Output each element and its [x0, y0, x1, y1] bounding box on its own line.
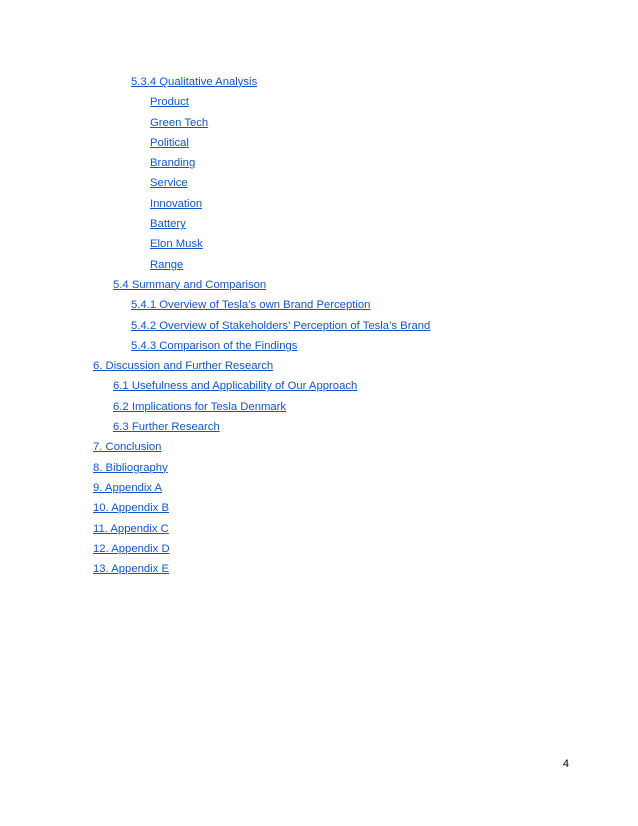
- toc-link-5-3-4[interactable]: 5.3.4 Qualitative Analysis: [131, 76, 258, 88]
- page-number: 4: [562, 758, 569, 770]
- toc-link-battery[interactable]: Battery: [150, 218, 186, 231]
- toc-entry-12: [0, 539, 638, 559]
- toc-entry-9: [0, 478, 638, 498]
- toc-entry-5-4-2: [0, 316, 638, 336]
- toc-entry-5-4-3: [0, 336, 638, 356]
- toc-link-11[interactable]: 11. Appendix C: [93, 522, 169, 535]
- toc-link-innovation[interactable]: Innovation: [150, 197, 203, 210]
- toc-entry-10: [0, 498, 638, 518]
- toc-entry-5-4: [0, 275, 638, 295]
- toc-link-elon-musk[interactable]: Elon Musk: [150, 238, 203, 251]
- toc-link-5-4-3[interactable]: 5.4.3 Comparison of the Findings: [131, 339, 298, 352]
- toc-link-13[interactable]: 13. Appendix E: [93, 563, 170, 576]
- toc-link-product[interactable]: Product: [150, 96, 189, 109]
- toc-entry-5-3-4: [0, 72, 638, 92]
- toc-entry-5-4-1: [0, 295, 638, 315]
- toc-link-green-tech[interactable]: Green Tech: [150, 116, 209, 129]
- table-of-contents: [0, 72, 638, 579]
- toc-entry-political: [0, 133, 638, 153]
- toc-link-6-1[interactable]: 6.1 Usefulness and Applicability of Our Approach: [113, 380, 358, 393]
- toc-link-6-2[interactable]: 6.2 Implications for Tesla Denmark: [113, 400, 287, 413]
- toc-entry-range: [0, 255, 638, 275]
- toc-entry-6-1: [0, 376, 638, 396]
- toc-entry-green-tech: [0, 113, 638, 133]
- toc-link-range[interactable]: Range: [150, 258, 184, 271]
- toc-link-5-4-2[interactable]: 5.4.2 Overview of Stakeholders’ Perception of Tesla’s Brand: [131, 319, 431, 332]
- toc-entry-product: [0, 92, 638, 112]
- toc-link-9[interactable]: 9. Appendix A: [93, 481, 163, 494]
- toc-link-7[interactable]: 7. Conclusion: [93, 441, 162, 454]
- toc-entry-battery: [0, 214, 638, 234]
- toc-link-5-4[interactable]: 5.4 Summary and Comparison: [113, 278, 267, 291]
- toc-link-branding[interactable]: Branding: [150, 157, 196, 170]
- toc-entry-6-2: [0, 397, 638, 417]
- toc-entry-11: [0, 519, 638, 539]
- toc-entry-13: [0, 559, 638, 579]
- toc-link-8[interactable]: 8. Bibliography: [93, 461, 168, 474]
- toc-link-6-3[interactable]: 6.3 Further Research: [113, 421, 220, 434]
- toc-entry-6-3: [0, 417, 638, 437]
- toc-entry-elon-musk: [0, 234, 638, 254]
- toc-link-service[interactable]: Service: [150, 177, 188, 190]
- toc-link-10[interactable]: 10. Appendix B: [93, 502, 170, 515]
- toc-entry-7: [0, 437, 638, 457]
- toc-link-5-4-1[interactable]: 5.4.1 Overview of Tesla’s own Brand Perception: [131, 299, 371, 312]
- toc-link-6[interactable]: 6. Discussion and Further Research: [93, 360, 274, 373]
- toc-entry-branding: [0, 153, 638, 173]
- toc-link-political[interactable]: Political: [150, 136, 189, 149]
- toc-link-12[interactable]: 12. Appendix D: [93, 542, 170, 555]
- toc-entry-service: [0, 173, 638, 193]
- toc-entry-8: [0, 458, 638, 478]
- toc-entry-6: [0, 356, 638, 376]
- toc-entry-innovation: [0, 194, 638, 214]
